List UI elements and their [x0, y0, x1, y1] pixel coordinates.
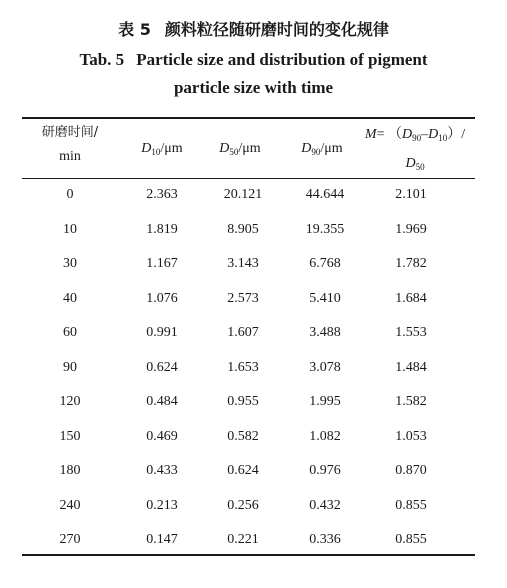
table-cell-d50: 20.121 [223, 187, 263, 202]
table-cell-d50: 0.624 [227, 463, 259, 478]
table-header-rule [22, 178, 475, 179]
table-cell-d10: 0.213 [146, 497, 178, 513]
table-row [22, 392, 475, 412]
table-cell-d50: 3.143 [227, 256, 259, 271]
table-cell-d90: 3.488 [309, 325, 341, 340]
table-cell-m: 2.101 [395, 187, 427, 202]
m-d50-symbol: D [405, 156, 416, 171]
table-cell-d90: 19.355 [305, 221, 345, 237]
d10-subscript: 10 [151, 147, 161, 157]
table-cell-d10: 0.469 [146, 428, 178, 444]
table-row [22, 220, 475, 240]
table-number-chinese: 表 5 [118, 20, 151, 39]
table-cell-m: 0.870 [395, 463, 427, 478]
d90-symbol: D [301, 141, 312, 156]
table-row [22, 254, 475, 274]
d50-symbol: D [219, 141, 230, 156]
table-cell-time: 240 [59, 497, 81, 513]
table-cell-d50: 0.582 [227, 428, 259, 444]
table-cell-d10: 0.484 [146, 394, 178, 409]
m-d10-subscript: 10 [438, 133, 448, 143]
m-d10-symbol: D [428, 127, 439, 142]
column-header-grinding-time [22, 124, 118, 166]
table-row [22, 289, 475, 309]
table-cell-time: 10 [63, 221, 77, 237]
table-cell-d90: 1.995 [309, 394, 341, 409]
table-cell-m: 1.553 [395, 325, 427, 340]
table-cell-time: 30 [63, 256, 77, 271]
table-cell-d90: 1.082 [309, 428, 341, 444]
table-cell-time: 270 [59, 532, 81, 547]
m-symbol: M [364, 127, 377, 142]
column-header-d50 [200, 140, 280, 161]
m-minus: – [421, 127, 429, 142]
table-cell-d50: 2.573 [227, 290, 259, 306]
m-d90-symbol: D [401, 127, 413, 142]
table-cell-d90: 0.432 [309, 497, 341, 513]
table-cell-d10: 0.147 [146, 532, 178, 547]
d90-unit: /μm [320, 141, 343, 156]
table-cell-m: 1.582 [395, 394, 427, 409]
table-cell-time: 120 [59, 394, 81, 409]
table-cell-d50: 0.955 [227, 394, 259, 409]
d90-subscript: 90 [311, 147, 321, 157]
m-d50-subscript: 50 [415, 162, 425, 172]
table-number-english: Tab. 5 [79, 50, 125, 69]
table-cell-d90: 3.078 [309, 359, 341, 375]
table-cell-d50: 8.905 [227, 221, 259, 237]
table-cell-d90: 5.410 [309, 290, 341, 306]
table-cell-d10: 0.991 [146, 325, 178, 340]
d10-unit: /μm [160, 141, 183, 156]
table-cell-time: 180 [59, 463, 81, 478]
table-cell-time: 150 [59, 428, 81, 444]
table-cell-d50: 1.653 [227, 359, 259, 375]
table-row [22, 185, 475, 205]
d10-symbol: D [141, 141, 152, 156]
table-cell-m: 0.855 [395, 497, 427, 513]
column-header-grinding-time-unit: min [59, 149, 81, 164]
table-cell-m: 1.684 [395, 290, 427, 306]
m-d90-subscript: 90 [412, 133, 422, 143]
table-cell-time: 40 [63, 290, 77, 306]
table-cell-m: 0.855 [395, 532, 427, 547]
table-row [22, 530, 475, 550]
table-cell-time: 90 [63, 359, 77, 375]
table-top-rule [22, 117, 475, 119]
m-equals: = （ [376, 127, 402, 142]
table-cell-d10: 0.433 [146, 463, 178, 478]
table-cell-d90: 0.976 [309, 463, 341, 478]
table-cell-time: 0 [66, 187, 74, 202]
table-cell-d90: 6.768 [309, 256, 341, 271]
table-cell-d10: 1.167 [146, 256, 178, 271]
table-cell-d90: 44.644 [305, 187, 345, 202]
table-cell-d50: 1.607 [227, 325, 259, 340]
m-formula-line2 [352, 155, 478, 176]
table-caption-english-line1 [0, 49, 507, 71]
table-cell-d90: 0.336 [309, 532, 341, 547]
m-formula-line1 [365, 127, 465, 142]
table-title-chinese: 颜料粒径随研磨时间的变化规律 [164, 20, 389, 39]
table-caption-english-line2 [0, 77, 507, 99]
table-row [22, 496, 475, 516]
table-cell-time: 60 [63, 325, 77, 340]
d50-subscript: 50 [229, 147, 239, 157]
table-bottom-rule [22, 554, 475, 556]
table-cell-m: 1.969 [395, 221, 427, 237]
m-close: ）/ [447, 127, 466, 142]
table-cell-m: 1.782 [395, 256, 427, 271]
table-cell-d10: 1.819 [146, 221, 178, 237]
column-header-m [352, 126, 478, 176]
table-caption-chinese [0, 20, 507, 40]
table-cell-d50: 0.221 [227, 532, 259, 547]
column-header-grinding-time-label: 研磨时间/ [41, 125, 99, 140]
table-cell-m: 1.484 [395, 359, 427, 375]
table-row [22, 427, 475, 447]
column-header-d90 [282, 140, 362, 161]
table-cell-d50: 0.256 [227, 497, 259, 513]
table-cell-m: 1.053 [395, 428, 427, 444]
table-title-english-line1: Particle size and distribution of pigment [136, 50, 428, 69]
column-header-d10 [122, 140, 202, 161]
table-row [22, 323, 475, 343]
table-cell-d10: 0.624 [146, 359, 178, 375]
table-cell-d10: 2.363 [146, 187, 178, 202]
table-title-english-line2: particle size with time [173, 78, 334, 97]
table-cell-d10: 1.076 [146, 290, 178, 306]
table-row [22, 358, 475, 378]
d50-unit: /μm [238, 141, 261, 156]
table-row [22, 461, 475, 481]
